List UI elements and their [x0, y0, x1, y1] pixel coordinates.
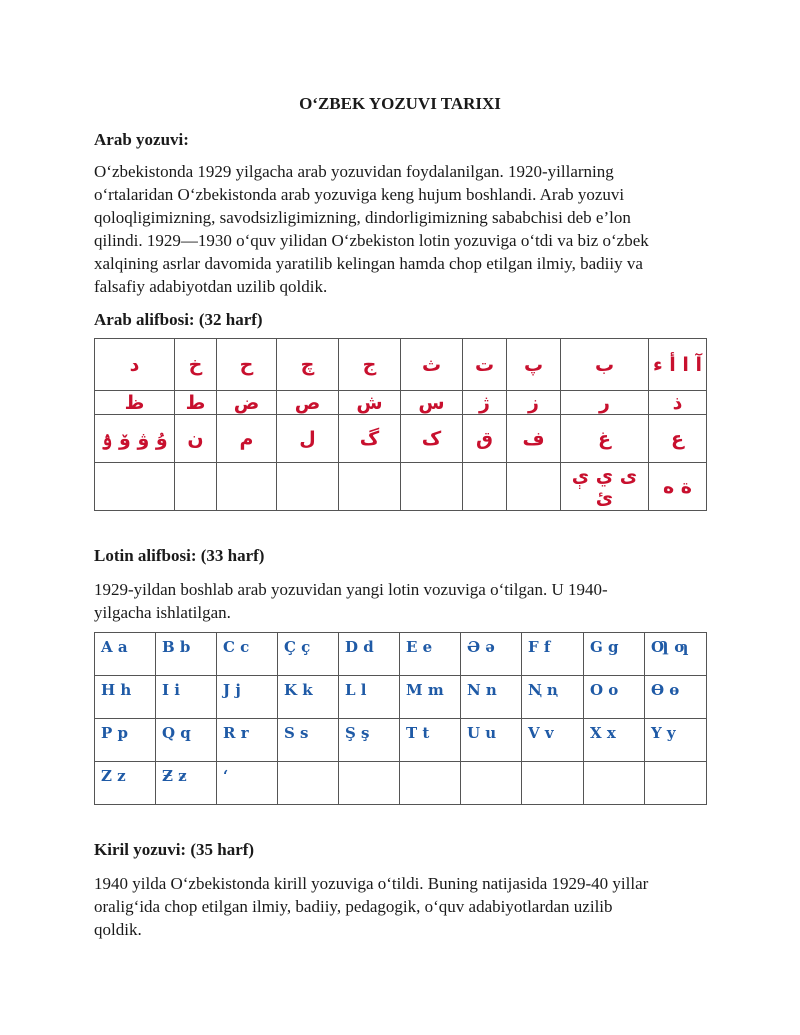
arab-letter-cell: ج — [339, 339, 401, 391]
arab-letter-cell: ژ — [463, 391, 507, 415]
arab-letter-cell: ق — [463, 415, 507, 463]
lotin-letter-cell: O o — [584, 676, 645, 719]
arab-alphabet-table — [94, 338, 707, 511]
arab-letter-cell: ۇ ۋ ۆ ۉ — [95, 415, 175, 463]
lotin-letter-cell: P p — [95, 719, 156, 762]
arab-letter-cell: د — [95, 339, 175, 391]
arab-heading: Arab yozuvi: — [94, 130, 189, 149]
arab-letter-cell: ک — [401, 415, 463, 463]
text-line: qoldik. — [94, 920, 142, 939]
arab-letter-cell: ة ه — [649, 463, 707, 511]
lotin-letter-cell — [645, 762, 707, 805]
lotin-letter-cell: L l — [339, 676, 400, 719]
lotin-letter-cell: Z z — [95, 762, 156, 805]
lotin-paragraph — [94, 578, 714, 624]
arab-table-row — [95, 391, 707, 415]
arab-letter-cell: ب — [561, 339, 649, 391]
lotin-letter-cell: Ƶ ƶ — [156, 762, 217, 805]
arab-letter-cell: چ — [277, 339, 339, 391]
lotin-table-row — [95, 762, 707, 805]
arab-letter-cell — [401, 463, 463, 511]
arab-letter-cell: گ — [339, 415, 401, 463]
lotin-letter-cell: G g — [584, 633, 645, 676]
lotin-letter-cell — [522, 762, 584, 805]
lotin-letter-cell: E e — [400, 633, 461, 676]
lotin-letter-cell: C c — [217, 633, 278, 676]
lotin-letter-cell: U u — [461, 719, 522, 762]
arab-letter-cell: ر — [561, 391, 649, 415]
lotin-alphabet-table — [94, 632, 707, 805]
lotin-letter-cell: Ş ş — [339, 719, 400, 762]
lotin-letter-cell: Ç ç — [278, 633, 339, 676]
arab-letter-cell — [463, 463, 507, 511]
lotin-letter-cell: X x — [584, 719, 645, 762]
lotin-letter-cell: D d — [339, 633, 400, 676]
lotin-letter-cell — [584, 762, 645, 805]
lotin-letter-cell: F f — [522, 633, 584, 676]
lotin-letter-cell: S s — [278, 719, 339, 762]
lotin-letter-cell — [339, 762, 400, 805]
arab-letter-cell: ص — [277, 391, 339, 415]
page-title: O‘ZBEK YOZUVI TARIXI — [299, 94, 501, 113]
arab-letter-cell: ذ — [649, 391, 707, 415]
lotin-letter-cell: M m — [400, 676, 461, 719]
arab-alphabet-heading: Arab alifbosi: (32 harf) — [94, 310, 263, 329]
lotin-letter-cell: Ƣ ƣ — [645, 633, 707, 676]
lotin-letter-cell: N n — [461, 676, 522, 719]
arab-letter-cell — [507, 463, 561, 511]
text-line: o‘rtalaridan O‘zbekistonda arab yozuviga keng hujum boshlandi. Arab yozuvi — [94, 185, 625, 204]
arab-table-row — [95, 415, 707, 463]
lotin-letter-cell — [400, 762, 461, 805]
arab-letter-cell — [277, 463, 339, 511]
arab-letter-cell: س — [401, 391, 463, 415]
arab-letter-cell — [217, 463, 277, 511]
lotin-letter-cell: I i — [156, 676, 217, 719]
kiril-heading: Kiril yozuvi: (35 harf) — [94, 840, 255, 859]
text-line: qoloqligimizning, savodsizligimizning, dindorligimizning sababchisi deb e’lon — [94, 208, 631, 227]
arab-letter-cell — [95, 463, 175, 511]
arab-letter-cell: غ — [561, 415, 649, 463]
arab-letter-cell: خ — [175, 339, 217, 391]
arab-letter-cell: ز — [507, 391, 561, 415]
arab-letter-cell: ل — [277, 415, 339, 463]
lotin-letter-cell: B b — [156, 633, 217, 676]
arab-paragraph — [94, 160, 714, 298]
arab-letter-cell: ن — [175, 415, 217, 463]
kiril-paragraph — [94, 872, 714, 941]
arab-letter-cell: ع — [649, 415, 707, 463]
text-line: 1929-yildan boshlab arab yozuvidan yangi lotin vozuviga o‘tilgan. U 1940- — [94, 580, 608, 599]
text-line: 1940 yilda O‘zbekistonda kirill yozuviga o‘tildi. Buning natijasida 1929-40 yillar — [94, 874, 649, 893]
lotin-letter-cell: ‘ — [217, 762, 278, 805]
lotin-letter-cell: H h — [95, 676, 156, 719]
arab-letter-cell: ى ي ې ئ — [561, 463, 649, 511]
lotin-letter-cell — [278, 762, 339, 805]
arab-letter-cell: ط — [175, 391, 217, 415]
arab-letter-cell: ض — [217, 391, 277, 415]
arab-letter-cell — [175, 463, 217, 511]
arab-letter-cell: ف — [507, 415, 561, 463]
text-line: yilgacha ishlatilgan. — [94, 603, 231, 622]
arab-letter-cell: ت — [463, 339, 507, 391]
arab-letter-cell: پ — [507, 339, 561, 391]
arab-letter-cell: ظ — [95, 391, 175, 415]
arab-letter-cell — [339, 463, 401, 511]
text-line: qilindi. 1929—1930 o‘quv yilidan O‘zbekiston lotin yozuviga o‘tdi va biz o‘zbek — [94, 231, 649, 250]
arab-table-row — [95, 463, 707, 511]
arab-letter-cell: آ ا أ ء — [649, 339, 707, 391]
text-line: xalqining asrlar davomida yaratilib kelingan hamda chop etilgan ilmiy, badiiy va — [94, 254, 643, 273]
lotin-letter-cell: J j — [217, 676, 278, 719]
arab-letter-cell: ش — [339, 391, 401, 415]
arab-letter-cell: ح — [217, 339, 277, 391]
lotin-letter-cell: R r — [217, 719, 278, 762]
lotin-table-row — [95, 719, 707, 762]
lotin-table-row — [95, 633, 707, 676]
arab-letter-cell: ث — [401, 339, 463, 391]
lotin-table-row — [95, 676, 707, 719]
text-line: O‘zbekistonda 1929 yilgacha arab yozuvidan foydalanilgan. 1920-yillarning — [94, 162, 614, 181]
text-line: oralig‘ida chop etilgan ilmiy, badiiy, pedagogik, o‘quv adabiyotlardan uzilib — [94, 897, 613, 916]
lotin-letter-cell: Ꞑ ꞑ — [522, 676, 584, 719]
lotin-letter-cell: A a — [95, 633, 156, 676]
arab-table-row — [95, 339, 707, 391]
lotin-alphabet-heading: Lotin alifbosi: (33 harf) — [94, 546, 265, 565]
lotin-letter-cell: Ə ə — [461, 633, 522, 676]
lotin-letter-cell: T t — [400, 719, 461, 762]
lotin-letter-cell: V v — [522, 719, 584, 762]
lotin-letter-cell: K k — [278, 676, 339, 719]
lotin-letter-cell — [461, 762, 522, 805]
lotin-letter-cell: Q q — [156, 719, 217, 762]
text-line: falsafiy adabiyotdan uzilib qoldik. — [94, 277, 328, 296]
lotin-letter-cell: Ɵ ɵ — [645, 676, 707, 719]
lotin-letter-cell: Y y — [645, 719, 707, 762]
arab-letter-cell: م — [217, 415, 277, 463]
